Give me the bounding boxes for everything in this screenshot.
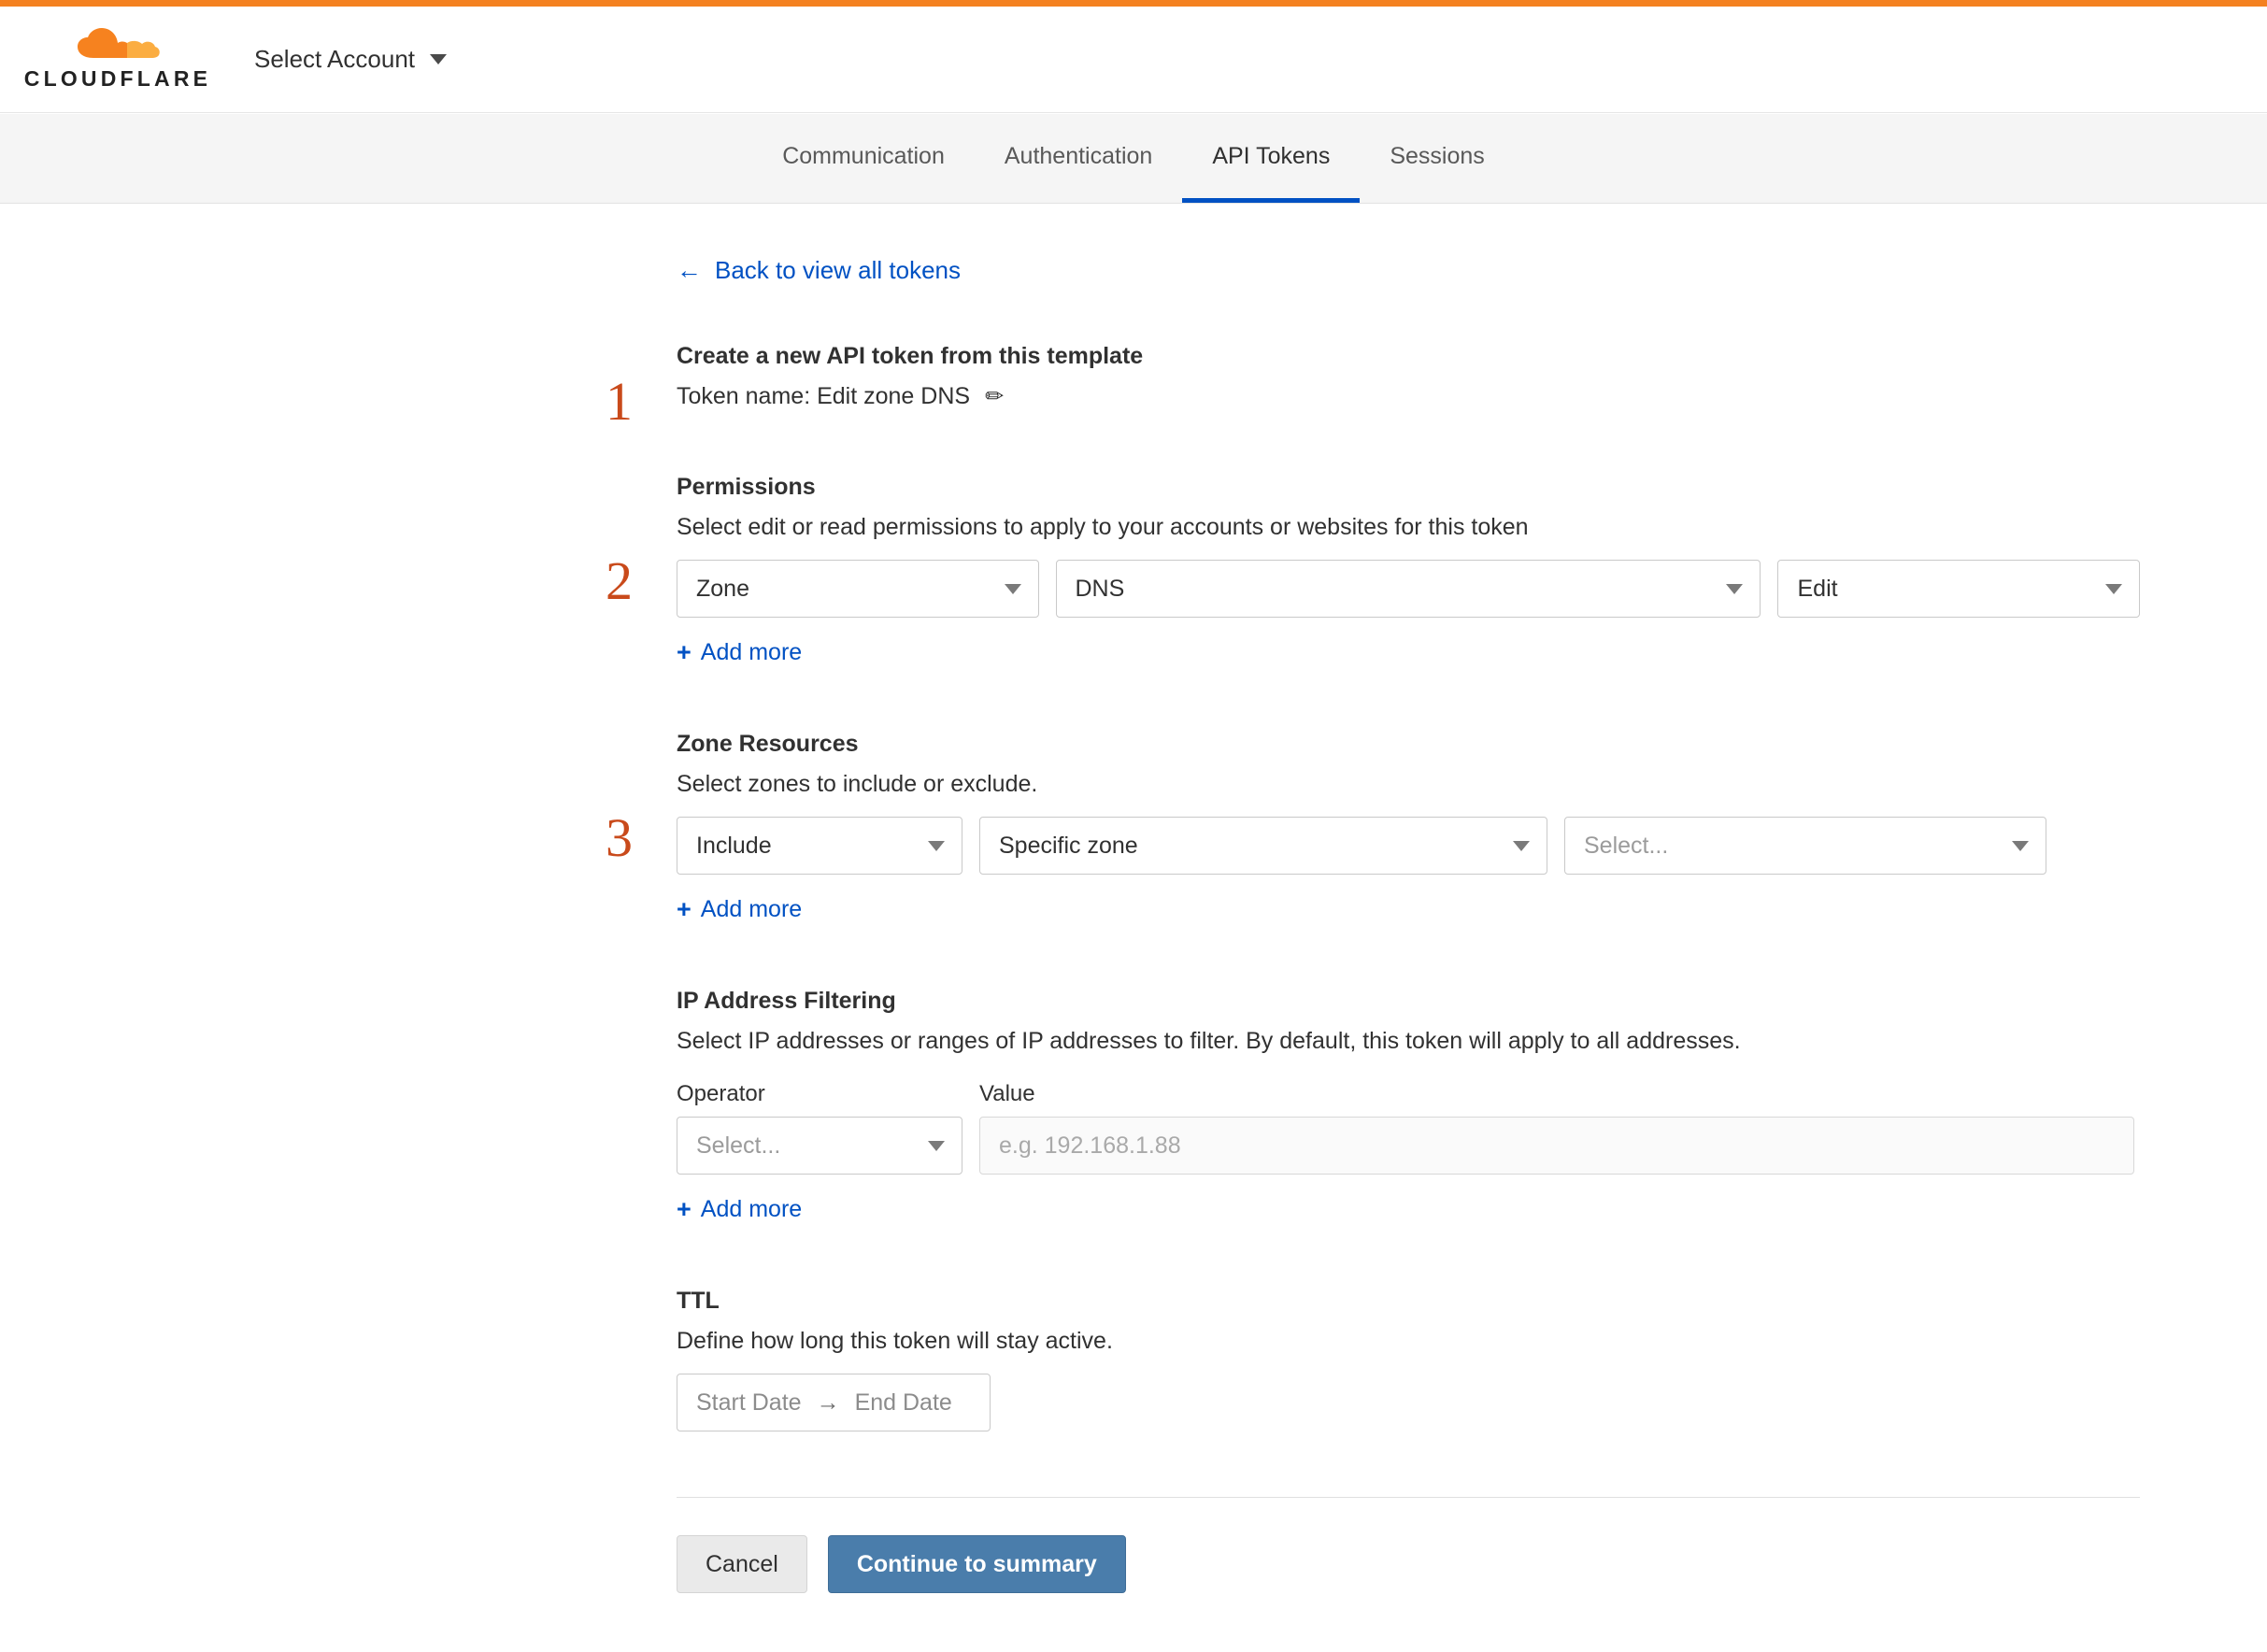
plus-icon: + — [677, 1195, 692, 1223]
footer-divider — [677, 1497, 2140, 1498]
chevron-down-icon — [1726, 584, 1743, 594]
cloudflare-logo — [23, 27, 212, 92]
permission-resource-select[interactable] — [1056, 560, 1761, 618]
permissions-title: Permissions — [677, 474, 816, 500]
plus-icon: + — [677, 638, 692, 666]
permissions-add-more-button[interactable] — [677, 638, 802, 667]
permissions-add-more-label: Add more — [700, 639, 803, 665]
zone-inclusion-select[interactable] — [677, 817, 962, 875]
ttl-end-date-placeholder: End Date — [854, 1389, 952, 1416]
zone-resources-section — [606, 731, 2140, 924]
chevron-down-icon — [1005, 584, 1021, 594]
permission-resource-value: DNS — [1075, 575, 1125, 602]
cancel-button-label: Cancel — [706, 1550, 778, 1577]
ip-filtering-description: Select IP addresses or ranges of IP addresses to filter. By default, this token will apply to all addresses. — [677, 1028, 1741, 1054]
ip-value-input[interactable] — [979, 1117, 2134, 1175]
tab-sessions[interactable] — [1360, 114, 1514, 203]
ip-filtering-add-more-label: Add more — [700, 1196, 803, 1222]
chevron-down-icon — [2105, 584, 2122, 594]
ttl-start-date-placeholder: Start Date — [696, 1389, 802, 1416]
ip-operator-field — [677, 1081, 962, 1175]
account-selector[interactable] — [254, 45, 447, 74]
chevron-down-icon — [928, 841, 945, 851]
ttl-title: TTL — [677, 1288, 720, 1314]
main-content — [0, 204, 2267, 1649]
ip-value-field — [979, 1081, 2134, 1175]
logo-wordmark: CLOUDFLARE — [23, 66, 212, 91]
nav-tab-list — [752, 114, 1515, 203]
tab-sessions-label: Sessions — [1390, 142, 1485, 169]
arrow-left-icon: ← — [677, 256, 702, 284]
ip-operator-placeholder: Select... — [696, 1132, 781, 1159]
ip-filtering-row — [677, 1081, 2140, 1175]
zone-resources-row — [677, 817, 2140, 875]
chevron-down-icon — [2012, 841, 2029, 851]
permission-scope-value: Zone — [696, 575, 749, 602]
zone-resources-add-more-button[interactable] — [677, 895, 802, 924]
zone-scope-select[interactable] — [979, 817, 1547, 875]
ip-value-placeholder: e.g. 192.168.1.88 — [999, 1132, 1181, 1159]
ttl-description: Define how long this token will stay active. — [677, 1328, 1113, 1354]
section-navbar — [0, 114, 2267, 204]
permission-scope-select[interactable] — [677, 560, 1039, 618]
continue-to-summary-label: Continue to summary — [856, 1550, 1097, 1577]
zone-scope-value: Specific zone — [999, 832, 1138, 859]
tab-authentication[interactable] — [975, 114, 1182, 203]
ip-filtering-add-more-button[interactable] — [677, 1195, 802, 1224]
continue-to-summary-button[interactable] — [828, 1535, 1126, 1593]
ip-operator-select[interactable] — [677, 1117, 962, 1175]
ip-filtering-section — [677, 988, 2140, 1224]
account-selector-label: Select Account — [254, 45, 415, 73]
cloud-icon — [75, 27, 161, 64]
permission-access-select[interactable] — [1777, 560, 2140, 618]
permissions-section — [606, 474, 2140, 667]
cancel-button[interactable] — [677, 1535, 807, 1593]
step-number-1: 1 — [606, 371, 633, 432]
form-container — [606, 256, 2140, 1649]
tab-communication[interactable] — [752, 114, 975, 203]
ip-filtering-title: IP Address Filtering — [677, 988, 896, 1014]
chevron-down-icon — [430, 54, 447, 64]
permissions-row — [677, 560, 2140, 618]
ttl-date-range-picker[interactable] — [677, 1374, 991, 1431]
tab-api-tokens[interactable] — [1182, 114, 1360, 203]
zone-resources-description: Select zones to include or exclude. — [677, 771, 1038, 797]
template-section — [606, 343, 2140, 432]
zone-name-select[interactable] — [1564, 817, 2046, 875]
top-accent-bar — [0, 0, 2267, 7]
step-number-2: 2 — [606, 550, 633, 611]
ip-operator-label: Operator — [677, 1081, 765, 1106]
back-to-tokens-label: Back to view all tokens — [715, 256, 962, 284]
template-title: Create a new API token from this template — [677, 343, 1144, 369]
token-name-label: Token name: Edit zone DNS — [677, 383, 971, 409]
zone-resources-title: Zone Resources — [677, 731, 859, 757]
app-header — [0, 7, 2267, 113]
step-number-3: 3 — [606, 807, 633, 868]
zone-inclusion-value: Include — [696, 832, 772, 859]
chevron-down-icon — [1513, 841, 1530, 851]
tab-authentication-label: Authentication — [1004, 142, 1153, 169]
token-name-row — [677, 383, 2140, 410]
back-to-tokens-link[interactable] — [677, 256, 961, 285]
edit-pencil-icon[interactable]: ✏ — [985, 384, 1005, 409]
zone-name-placeholder: Select... — [1584, 832, 1669, 859]
zone-resources-add-more-label: Add more — [700, 896, 803, 922]
permissions-description: Select edit or read permissions to apply to your accounts or websites for this token — [677, 514, 1529, 540]
tab-api-tokens-label: API Tokens — [1212, 142, 1331, 169]
plus-icon: + — [677, 895, 692, 923]
footer-actions — [677, 1535, 2140, 1649]
permission-access-value: Edit — [1797, 575, 1838, 602]
arrow-right-icon: → — [816, 1389, 840, 1416]
chevron-down-icon — [928, 1141, 945, 1151]
ttl-section — [677, 1288, 2140, 1431]
ip-value-label: Value — [979, 1081, 1035, 1106]
tab-communication-label: Communication — [782, 142, 945, 169]
